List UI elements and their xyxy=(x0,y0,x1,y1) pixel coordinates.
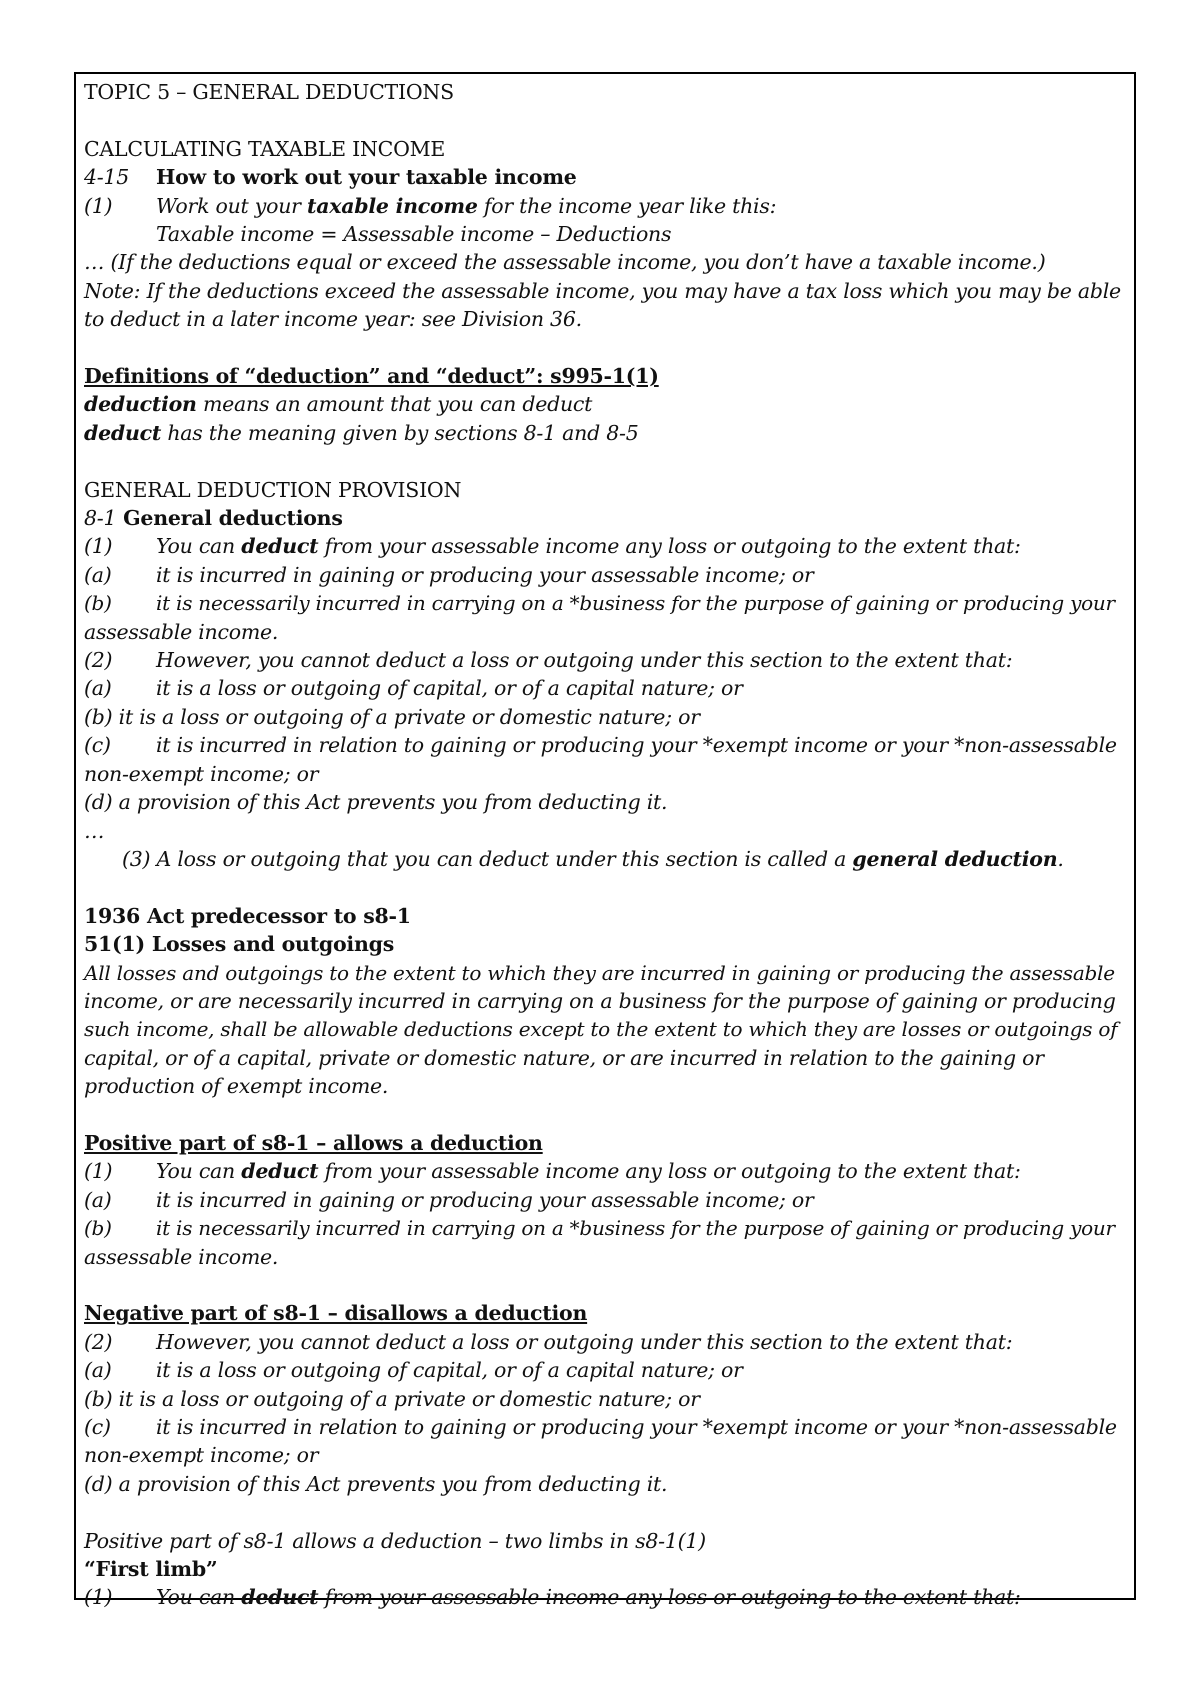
s81-ellipsis: … xyxy=(84,818,105,843)
negative-sub-2c: (c) it is incurred in relation to gaining or producing your *exempt income or your *non-assessable xyxy=(84,1415,1117,1439)
note-line-2: to deduct in a later income year: see Division 36. xyxy=(84,307,582,332)
s81-sub-2b: (b) it is a loss or outgoing of a private or domestic nature; or xyxy=(84,704,700,729)
positive-sub-1a: (a) it is incurred in gaining or producing your assessable income; or xyxy=(84,1187,814,1212)
s81-sub-1: (1) You can deduct from your assessable income any loss or outgoing to the extent that: xyxy=(84,534,1021,559)
s81-heading: 8-1 General deductions xyxy=(84,506,343,531)
first-limb-sub-1: (1) You can deduct from your assessable income any loss or outgoing to the extent that: xyxy=(84,1585,1021,1610)
s81-sub-2c: (c) it is incurred in relation to gaining or producing your *exempt income or your *non-assessable xyxy=(84,733,1117,758)
negative-sub-2a: (a) it is a loss or outgoing of capital, or of a capital nature; or xyxy=(84,1358,743,1383)
document-page xyxy=(74,72,1136,1610)
s81-sub-1b: (b) it is necessarily incurred in carrying on a *business for the purpose of gaining or producing your xyxy=(84,591,1115,616)
definition-deduct: deduct has the meaning given by sections 8-1 and 8-5 xyxy=(84,420,639,445)
negative-sub-2c-cont: non-exempt income; or xyxy=(84,1443,319,1468)
s81-sub-1b-cont: assessable income. xyxy=(84,619,279,644)
s415-number: 4-15 xyxy=(84,165,130,190)
positive-sub-1b: (b) it is necessarily incurred in carrying on a *business for the purpose of gaining or producing your xyxy=(84,1216,1115,1241)
s81-sub-3: (3) A loss or outgoing that you can deduct under this section is called a general deduction. xyxy=(122,846,1064,871)
positive-heading: Positive part of s8-1 – allows a deduction xyxy=(84,1130,543,1155)
negative-sub-2: (2) However, you cannot deduct a loss or outgoing under this section to the extent that: xyxy=(84,1329,1013,1354)
s51-para-line: income, or are necessarily incurred in carrying on a business for the purpose of gaining or producing xyxy=(84,988,1116,1013)
positive-sub-1: (1) You can deduct from your assessable income any loss or outgoing to the extent that: xyxy=(84,1159,1021,1184)
limbs-intro: Positive part of s8-1 allows a deduction – two limbs in s8-1(1) xyxy=(84,1528,706,1553)
negative-heading: Negative part of s8-1 – disallows a deduction xyxy=(84,1301,588,1326)
s81-sub-2: (2) However, you cannot deduct a loss or outgoing under this section to the extent that: xyxy=(84,648,1013,673)
definitions-heading: Definitions of “deduction” and “deduct”: s995-1(1) xyxy=(84,364,659,389)
s51-para-line: production of exempt income. xyxy=(84,1074,389,1099)
negative-sub-2d: (d) a provision of this Act prevents you from deducting it. xyxy=(84,1471,668,1496)
positive-sub-1b-cont: assessable income. xyxy=(84,1244,279,1269)
act1936-heading: 1936 Act predecessor to s8-1 xyxy=(84,903,411,928)
negative-sub-2b: (b) it is a loss or outgoing of a private or domestic nature; or xyxy=(84,1386,700,1411)
s81-sub-2d: (d) a provision of this Act prevents you from deducting it. xyxy=(84,790,668,815)
term-taxable-income: taxable income xyxy=(307,193,478,218)
note-line-1: Note: If the deductions exceed the assessable income, you may have a tax loss which you may be able xyxy=(84,278,1121,303)
calc-heading: CALCULATING TAXABLE INCOME xyxy=(84,136,446,161)
s51-para-line: All losses and outgoings to the extent to which they are incurred in gaining or producing the assessable xyxy=(84,960,1115,985)
s51-para-line: capital, or of a capital, private or domestic nature, or are incurred in relation to the gaining or xyxy=(84,1045,1044,1070)
s51-para-line: such income, shall be allowable deductions except to the extent to which they are losses or outgoings of xyxy=(84,1017,1118,1042)
topic-title: TOPIC 5 – GENERAL DEDUCTIONS xyxy=(84,80,454,104)
s81-sub-2c-cont: non-exempt income; or xyxy=(84,761,319,786)
term-general-deduction: general deduction xyxy=(852,846,1058,871)
gdp-heading: GENERAL DEDUCTION PROVISION xyxy=(84,477,462,502)
s415-heading xyxy=(84,163,1126,191)
s81-sub-2a: (a) it is a loss or outgoing of capital, or of a capital nature; or xyxy=(84,676,743,701)
taxable-income-formula: Taxable income = Assessable income – Deductions xyxy=(156,222,672,247)
first-limb-heading: “First limb” xyxy=(84,1557,218,1582)
s415-para-1: (1) Work out your taxable income for the income year like this: xyxy=(84,193,777,218)
s415-title: How to work out your taxable income xyxy=(156,165,577,190)
definition-deduction: deduction means an amount that you can deduct xyxy=(84,392,593,417)
ellipsis-line: … (If the deductions equal or exceed the assessable income, you don’t have a taxable income.) xyxy=(84,250,1046,275)
s51-heading: 51(1) Losses and outgoings xyxy=(84,932,394,957)
s81-sub-1a: (a) it is incurred in gaining or producing your assessable income; or xyxy=(84,562,814,587)
